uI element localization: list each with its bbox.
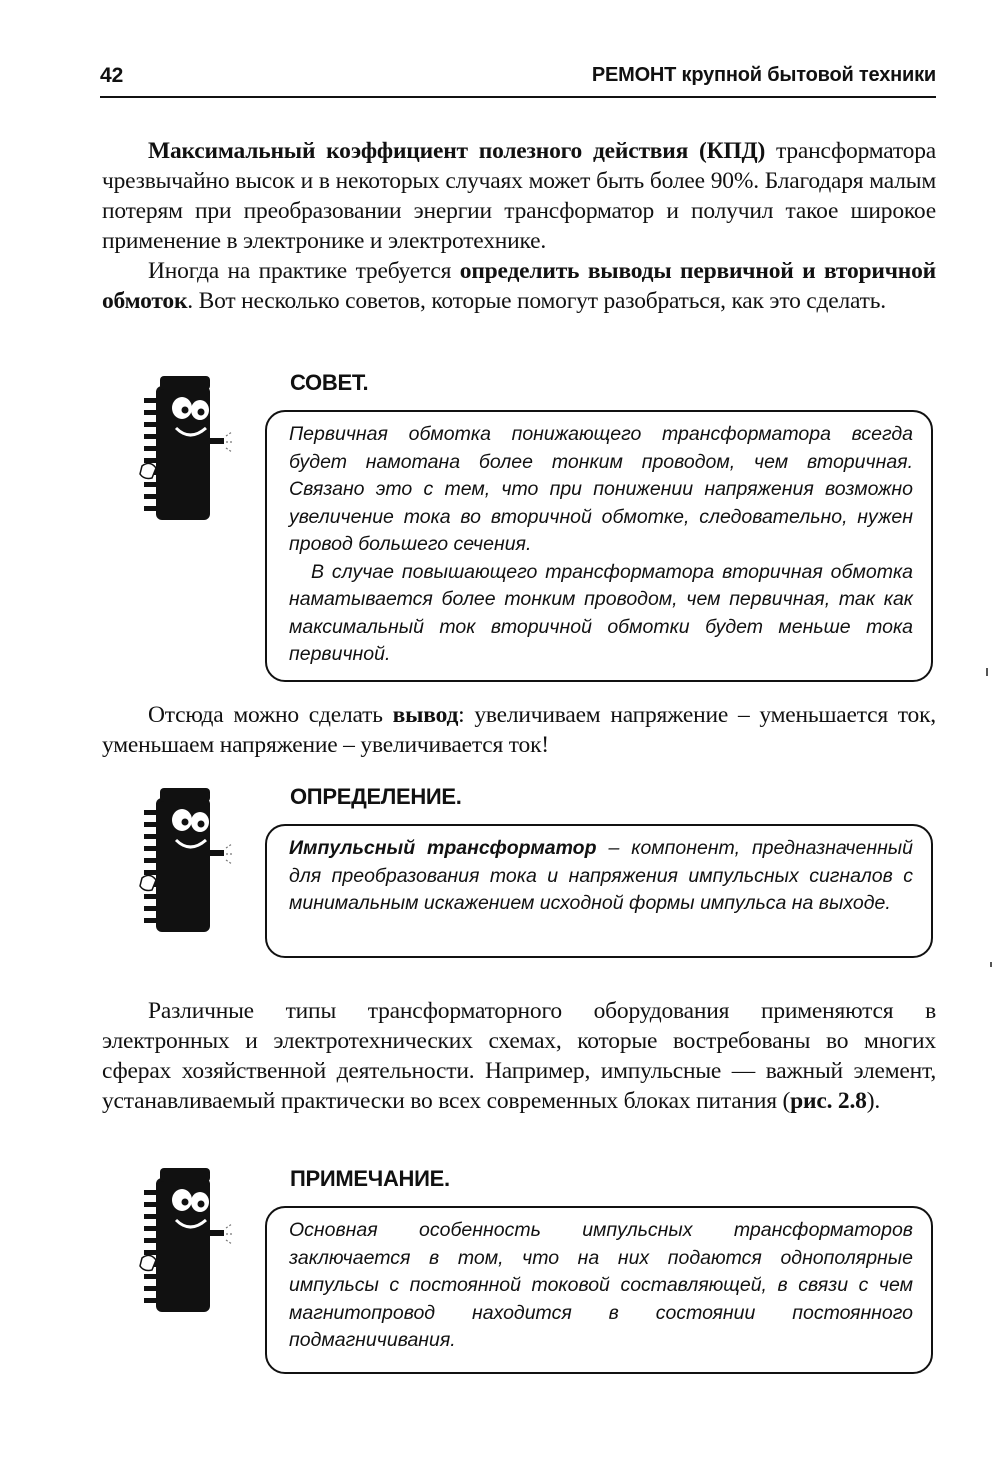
paragraph-windings-text: . Вот несколько советов, которые помогут разобраться, как это сделать. xyxy=(187,288,886,314)
advice-text-2-wrap xyxy=(289,559,913,669)
advice-text-2: В случае повышающего трансформатора вторичная обмотка наматывается более тонким проводом, чем первичная, так как максимальный ток вторичной обмотки будет меньше тока первичной. xyxy=(289,560,913,665)
scan-mark xyxy=(990,962,992,967)
chip-mascot-drawing xyxy=(122,368,240,528)
chip-mascot-drawing xyxy=(122,1160,240,1320)
paragraph-conclusion-text: : увеличиваем напряжение – уменьшается ток, уменьшаем напряжение – увеличивается ток! xyxy=(102,702,936,758)
paragraph-conclusion xyxy=(102,700,936,760)
page-header xyxy=(100,62,936,98)
chip-mascot-drawing xyxy=(122,780,240,940)
advice-box xyxy=(265,410,933,682)
paragraph-types xyxy=(102,996,936,1116)
chip-mascot-icon xyxy=(122,1160,240,1320)
paragraph-types-start: Различные типы трансформаторного оборудования применяются в электронных и электротехнических схемах, которые востребованы во многих сферах хозяйственной деятельности. Например, импульсные — важный элемент, устанавливаемый практически во всех современных блоках питания ( xyxy=(102,998,936,1114)
definition-term: Импульсный трансформатор xyxy=(289,837,597,859)
paragraph-windings-start: Иногда на практике требуется xyxy=(148,258,460,284)
paragraph-efficiency-text: трансформатора чрезвычайно высок и в некоторых случаях может быть более 90%. Благодаря малым потерям при преобразовании энергии трансформатор и получил такое широкое применение в электронике и электротехнике. xyxy=(102,138,936,254)
paragraph-windings-bold: определить выводы первичной и вторичной обмоток xyxy=(102,258,937,314)
definition-text-wrap xyxy=(289,835,913,918)
paragraph-efficiency-bold: Максимальный коэффициент полезного действия (КПД) xyxy=(148,138,766,164)
advice-text-1: Первичная обмотка понижающего трансформатора всегда будет намотана более тонким проводом, чем вторичная. Связано это с тем, что при понижении напряжения возможно увеличение тока во вторичной обмотке, следовательно, нужен провод большего сечения. xyxy=(289,423,913,555)
advice-label: СОВЕТ. xyxy=(290,370,369,395)
paragraph-types-bold: рис. 2.8 xyxy=(790,1088,867,1114)
paragraph-types-text: ). xyxy=(866,1088,881,1114)
note-label: ПРИМЕЧАНИЕ. xyxy=(290,1166,450,1191)
chip-mascot-icon xyxy=(122,368,240,528)
page-number: 42 xyxy=(100,64,124,87)
paragraph-efficiency xyxy=(102,136,936,256)
running-title: РЕМОНТ крупной бытовой техники xyxy=(591,64,936,86)
chip-mascot-icon xyxy=(122,780,240,940)
definition-text: – компонент, предназначенный для преобразования тока и напряжения импульсных сигналов с минимальным искажением исходной формы импульса на выходе. xyxy=(289,837,913,914)
definition-label: ОПРЕДЕЛЕНИЕ. xyxy=(290,784,462,809)
definition-box xyxy=(265,824,933,958)
note-box xyxy=(265,1206,933,1374)
note-text: Основная особенность импульсных трансформаторов заключается в том, что на них подаются однополярные импульсы с постоянной токовой составляющей, в связи с чем магнитопровод находится в состоянии постоянного подмагничивания. xyxy=(289,1219,913,1351)
paragraph-conclusion-bold: вывод xyxy=(392,702,459,728)
paragraph-conclusion-start: Отсюда можно сделать xyxy=(148,702,393,728)
scan-mark xyxy=(986,668,988,676)
paragraph-windings xyxy=(102,256,936,316)
